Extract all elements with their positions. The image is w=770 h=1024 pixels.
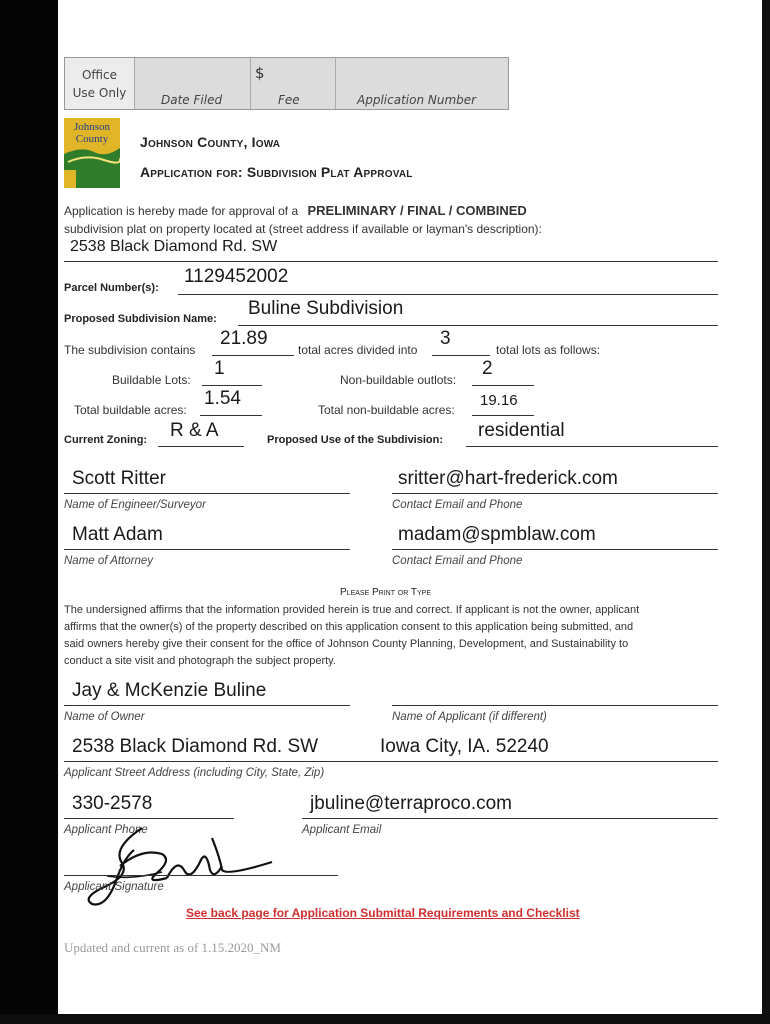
office-use-box: [64, 57, 509, 110]
updated-note: Updated and current as of 1.15.2020_NM: [64, 940, 281, 955]
applicant-city-value[interactable]: Iowa City, IA. 52240: [380, 736, 549, 757]
acres-suffix: total lots as follows:: [496, 343, 601, 357]
owner-name-line: [64, 705, 350, 706]
current-zoning-line: [158, 446, 244, 447]
subdivision-name-label: Proposed Subdivision Name:: [64, 313, 217, 325]
engineer-contact-label: Contact Email and Phone: [392, 499, 523, 511]
affirmation-paragraph: The undersigned affirms that the information provided herein is true and correct. If applicant is not the owner, applicant affirms that the owner(s) of the property described on this application consent to this application being submitted, and said owners hereby give their consent for the office of Johnson County Planning, Development, and Sustainability to conduct a site visit and photograph the subject property.: [64, 604, 640, 667]
owner-name-label: Name of Owner: [64, 711, 145, 723]
please-print-heading: Please Print or Type: [340, 587, 432, 598]
engineer-contact-value[interactable]: sritter@hart-frederick.com: [398, 468, 618, 489]
engineer-name-value[interactable]: Scott Ritter: [72, 468, 166, 489]
applicant-phone-value[interactable]: 330-2578: [72, 793, 153, 814]
total-acres-value[interactable]: 21.89: [220, 328, 268, 349]
total-buildable-acres-value[interactable]: 1.54: [204, 388, 241, 409]
acres-middle: total acres divided into: [298, 343, 418, 357]
scan-border-right: [762, 0, 770, 1024]
applicant-signature[interactable]: [72, 818, 282, 908]
scan-border-left: [0, 0, 58, 1024]
attorney-name-line: [64, 549, 350, 550]
parcel-value[interactable]: 1129452002: [184, 266, 289, 287]
acres-prefix: The subdivision contains: [64, 343, 196, 357]
attorney-contact-line: [392, 549, 718, 550]
date-filed-cell[interactable]: [135, 58, 251, 109]
current-zoning-value[interactable]: R & A: [170, 420, 219, 441]
total-acres-line: [212, 355, 294, 356]
intro-line-2: subdivision plat on property located at (street address if available or layman's description):: [64, 222, 542, 236]
property-address-value[interactable]: 2538 Black Diamond Rd. SW: [70, 238, 278, 255]
proposed-use-line: [466, 446, 718, 447]
total-buildable-acres-line: [200, 415, 262, 416]
total-nonbuildable-acres-line: [472, 415, 534, 416]
scan-border-bottom: [0, 1014, 770, 1024]
intro-line-1: Application is hereby made for approval of a PRELIMINARY / FINAL / COMBINED: [64, 203, 527, 218]
proposed-use-label: Proposed Use of the Subdivision:: [267, 434, 444, 446]
total-lots-value[interactable]: 3: [440, 328, 451, 349]
engineer-name-label: Name of Engineer/Surveyor: [64, 499, 206, 511]
applicant-email-label: Applicant Email: [302, 824, 382, 836]
nonbuildable-outlots-value[interactable]: 2: [482, 358, 493, 379]
applicant-street-value[interactable]: 2538 Black Diamond Rd. SW: [72, 736, 319, 757]
current-zoning-label: Current Zoning:: [64, 434, 148, 446]
total-buildable-acres-label: Total buildable acres:: [74, 403, 187, 417]
subdivision-name-line: [238, 325, 718, 326]
parcel-label: Parcel Number(s):: [64, 282, 159, 294]
johnson-county-logo: [64, 118, 120, 188]
total-nonbuildable-acres-label: Total non-buildable acres:: [318, 403, 455, 417]
svg-text:County: County: [75, 133, 109, 145]
attorney-contact-value[interactable]: madam@spmblaw.com: [398, 524, 596, 545]
dollar-sign: $: [255, 64, 265, 82]
parcel-line: [178, 294, 718, 295]
plat-type-options[interactable]: PRELIMINARY / FINAL / COMBINED: [307, 203, 527, 218]
applicant-name-label[interactable]: Name of Applicant (if different): [392, 711, 547, 723]
applicant-phone-label: Applicant Phone: [64, 824, 148, 836]
applicant-email-line: [302, 818, 718, 819]
engineer-contact-line: [392, 493, 718, 494]
attorney-contact-label: Contact Email and Phone: [392, 555, 523, 567]
county-title: Johnson County, Iowa: [140, 134, 281, 150]
application-page: [58, 0, 762, 1014]
applicant-email-value[interactable]: jbuline@terraproco.com: [310, 793, 512, 814]
nonbuildable-outlots-line: [472, 385, 534, 386]
attorney-name-label: Name of Attorney: [64, 555, 154, 567]
engineer-name-line: [64, 493, 350, 494]
office-use-label: Office Use Only: [65, 58, 135, 109]
total-nonbuildable-acres-value[interactable]: 19.16: [480, 392, 518, 409]
date-filed-label: Date Filed: [161, 93, 223, 107]
subdivision-name-value[interactable]: Buline Subdivision: [248, 298, 404, 319]
application-number-label: Application Number: [357, 93, 477, 107]
svg-text:Johnson: Johnson: [73, 121, 111, 133]
applicant-address-label: Applicant Street Address (including City, State, Zip): [64, 767, 325, 779]
applicant-name-line: [392, 705, 718, 706]
owner-name-value[interactable]: Jay & McKenzie Buline: [72, 680, 267, 701]
nonbuildable-outlots-label: Non-buildable outlots:: [340, 373, 457, 387]
total-lots-line: [432, 355, 490, 356]
buildable-lots-label: Buildable Lots:: [112, 373, 191, 387]
applicant-signature-label: Applicant Signature: [64, 881, 164, 893]
applicant-signature-line: [64, 875, 338, 876]
buildable-lots-value[interactable]: 1: [214, 358, 225, 379]
attorney-name-value[interactable]: Matt Adam: [72, 524, 163, 545]
fee-label: Fee: [278, 93, 300, 107]
applicant-address-line: [64, 761, 718, 762]
buildable-lots-line: [202, 385, 262, 386]
proposed-use-value[interactable]: residential: [478, 420, 565, 441]
address-line: [64, 261, 718, 262]
application-title: Application for: Subdivision Plat Approval: [140, 164, 413, 180]
application-number-cell[interactable]: [335, 58, 507, 109]
back-page-link[interactable]: See back page for Application Submittal Requirements and Checklist: [186, 906, 580, 920]
